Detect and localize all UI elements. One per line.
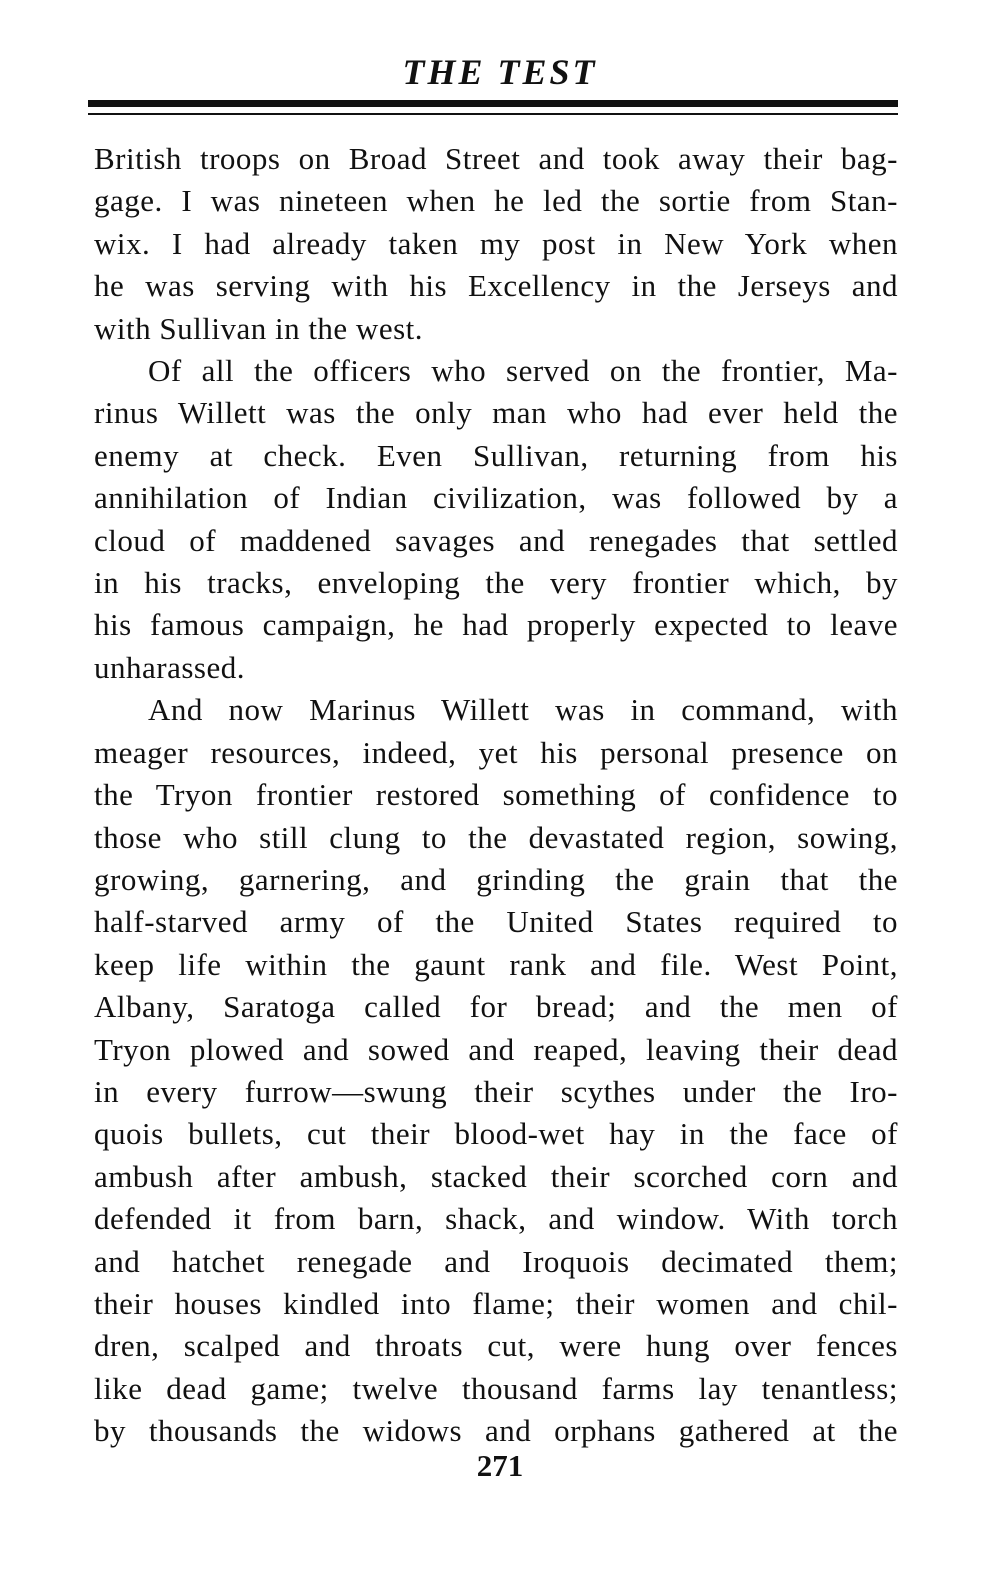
text-line: gage. I was nineteen when he led the sortie from Stan- [94, 183, 898, 219]
text-line: rinus Willett was the only man who had ever held the [94, 395, 898, 431]
text-line: And now Marinus Willett was in command, with [148, 692, 898, 728]
text-line: enemy at check. Even Sullivan, returning from his [94, 437, 898, 473]
text-line: half-starved army of the United States required to [94, 904, 898, 940]
text-line: the Tryon frontier restored something of confidence to [94, 777, 898, 813]
text-line: dren, scalped and throats cut, were hung over fences [94, 1328, 898, 1364]
text-line: quois bullets, cut their blood-wet hay in the face of [94, 1116, 898, 1152]
text-line: annihilation of Indian civilization, was followed by a [94, 480, 898, 516]
body-text [94, 138, 898, 1453]
text-line: unharassed. [94, 649, 245, 685]
paragraph-3 [94, 689, 898, 1452]
text-line: Of all the officers who served on the frontier, Ma- [148, 353, 898, 389]
text-line: like dead game; twelve thousand farms lay tenantless; [94, 1370, 898, 1406]
text-line: he was serving with his Excellency in the Jerseys and [94, 268, 898, 304]
text-line: in his tracks, enveloping the very frontier which, by [94, 565, 898, 601]
text-line: cloud of maddened savages and renegades that settled [94, 522, 898, 558]
text-line: their houses kindled into flame; their women and chil- [94, 1285, 898, 1321]
text-line: growing, garnering, and grinding the grain that the [94, 861, 898, 897]
text-line: Tryon plowed and sowed and reaped, leaving their dead [94, 1031, 898, 1067]
page-number: 271 [476, 1448, 524, 1483]
text-line: British troops on Broad Street and took away their bag- [94, 141, 898, 176]
paragraph-2 [94, 350, 898, 689]
text-line: Albany, Saratoga called for bread; and the men of [94, 989, 898, 1025]
header-rule-thin [88, 113, 898, 115]
text-line: with Sullivan in the west. [94, 310, 424, 346]
text-line: and hatchet renegade and Iroquois decimated them; [94, 1243, 898, 1279]
text-line: ambush after ambush, stacked their scorched corn and [94, 1158, 898, 1194]
text-line: keep life within the gaunt rank and file. West Point, [94, 946, 898, 982]
text-line: meager resources, indeed, yet his personal presence on [94, 734, 898, 770]
text-line: those who still clung to the devastated region, sowing, [94, 819, 898, 855]
paragraph-1 [94, 138, 898, 350]
text-line: by thousands the widows and orphans gathered at the [94, 1413, 898, 1449]
text-line: wix. I had already taken my post in New York when [94, 225, 898, 261]
header-rule-thick [88, 100, 898, 107]
text-line: his famous campaign, he had properly expected to leave [94, 607, 898, 643]
text-line: in every furrow—swung their scythes under the Iro- [94, 1073, 898, 1109]
text-line: defended it from barn, shack, and window. With torch [94, 1201, 898, 1237]
running-head-title: THE TEST [402, 52, 598, 92]
